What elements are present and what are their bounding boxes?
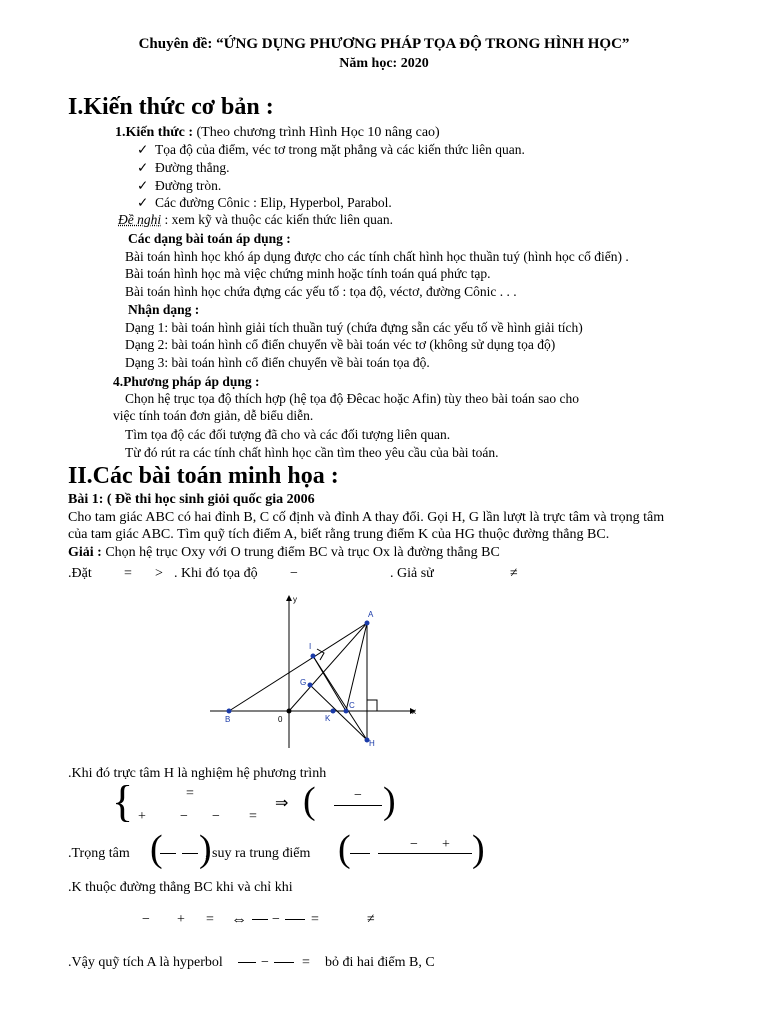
types-item: Bài toán hình học mà việc chứng minh hoặc tính toán quá phức tạp. — [125, 266, 491, 281]
check-item — [137, 141, 525, 158]
types-heading: Các dạng bài toán áp dụng : — [128, 231, 291, 246]
solution-text: Chọn hệ trục Oxy với O trung điểm BC và trục Ox là đường thẳng BC — [101, 545, 500, 560]
checkmark-icon: ✓ — [137, 195, 149, 210]
recognize-item: Dạng 3: bài toán hình cổ điển chuyển về bài toán tọa độ. — [125, 355, 430, 370]
check-item-text: Tọa độ của điểm, véc tơ trong mặt phẳng và các kiến thức liên quan. — [155, 142, 525, 157]
solution-label: Giải : — [68, 545, 102, 560]
point-k — [331, 709, 336, 714]
eq3-minus: − — [142, 912, 150, 927]
eq3-eq: = — [206, 912, 214, 927]
eq3-minus2: − — [272, 912, 280, 927]
eq2-minus: − — [410, 837, 418, 852]
paren-left: ( — [150, 828, 163, 870]
section-2-heading: II.Các bài toán minh họa : — [68, 463, 339, 489]
fraction-bar — [274, 962, 294, 963]
suggest-label: Đề nghị — [118, 212, 162, 227]
eq1-plus: + — [138, 809, 146, 824]
conclusion-eq: = — [302, 955, 310, 970]
checkmark-icon: ✓ — [137, 160, 149, 175]
iff-symbol: ⇔ — [231, 911, 247, 928]
centroid-text: .Trọng tâm — [68, 846, 130, 861]
point-b — [227, 709, 232, 714]
check-item — [137, 159, 229, 176]
implies-symbol: ⇒ — [275, 795, 289, 812]
paren-right: ) — [383, 780, 396, 822]
fraction-bar — [350, 853, 370, 854]
fraction-bar — [160, 853, 176, 854]
knowledge-label: 1.Kiến thức : — [115, 125, 194, 140]
check-item — [137, 177, 221, 194]
point-c — [344, 709, 349, 714]
point-i — [311, 654, 316, 659]
set-line-p6: . Giả sử — [390, 566, 434, 581]
recognize-item: Dạng 1: bài toán hình giải tích thuần tuý (chứa đựng sẵn các yếu tố về hình giải tích) — [125, 320, 583, 335]
label-h: H — [369, 739, 375, 748]
set-line-p3: > — [155, 566, 163, 581]
eq3-eq2: = — [311, 912, 319, 927]
point-g — [308, 683, 313, 688]
point-o — [287, 709, 292, 714]
segment-ca — [346, 623, 367, 711]
label-i: I — [309, 642, 312, 651]
label-g: G — [300, 678, 307, 687]
conclusion-minus: − — [261, 955, 269, 970]
label-a: A — [368, 610, 374, 619]
fraction-bar — [285, 919, 305, 920]
system-brace: { — [112, 777, 134, 826]
conclusion-text: .Vậy quỹ tích A là hyperbol — [68, 955, 223, 970]
label-y: y — [293, 595, 297, 604]
eq1-minus1: − — [180, 809, 188, 824]
eq2-plus: + — [442, 837, 450, 852]
set-line-p1: .Đặt — [68, 566, 92, 581]
fraction-bar — [334, 805, 382, 806]
check-item — [137, 194, 392, 211]
types-item: Bài toán hình học khó áp dụng được cho các tính chất hình học thuần tuý (hình học cổ điển) . — [125, 249, 629, 264]
eq1-eq: = — [186, 786, 194, 801]
segment-ba — [229, 623, 367, 711]
method-line: Tìm tọa độ các đối tượng đã cho và các đối tượng liên quan. — [125, 427, 451, 442]
label-x: x — [412, 707, 416, 716]
types-item: Bài toán hình học chứa đựng các yếu tố : tọa độ, véctơ, đường Cônic . . . — [125, 284, 517, 299]
paren-right: ) — [472, 828, 485, 870]
problem-line: Cho tam giác ABC có hai đỉnh B, C cố định và đỉnh A thay đổi. Gọi H, G lần lượt là trực tâm và trọng tâm — [68, 510, 665, 525]
check-item-text: Các đường Cônic : Elip, Hyperbol, Parabol. — [155, 195, 392, 210]
suggest-text: : xem kỹ và thuộc các kiến thức liên quan. — [161, 212, 393, 227]
median-oa — [289, 623, 367, 711]
problem-title: Bài 1: ( Đề thi học sinh giỏi quốc gia 2006 — [68, 492, 315, 507]
midpoint-text: , suy ra trung điểm — [205, 846, 311, 861]
eq1-minus3: − — [354, 788, 362, 803]
label-b: B — [225, 715, 231, 724]
set-line-p5: − — [290, 566, 298, 581]
check-item-text: Đường thẳng. — [155, 160, 230, 175]
knowledge-note: (Theo chương trình Hình Học 10 nâng cao) — [193, 125, 440, 140]
document-title: Chuyên đề: “ỨNG DỤNG PHƯƠNG PHÁP TỌA ĐỘ TRONG HÌNH HỌC” — [138, 36, 630, 52]
label-c: C — [349, 701, 355, 710]
set-line-p4: . Khi đó tọa độ — [174, 566, 258, 581]
checkmark-icon: ✓ — [137, 178, 149, 193]
method-line: Từ đó rút ra các tính chất hình học cần tìm theo yêu cầu của bài toán. — [125, 445, 499, 460]
right-angle-mark — [367, 700, 377, 711]
method-line: việc tính toán đơn giản, dễ biểu diễn. — [113, 408, 314, 423]
recognize-heading: Nhận dạng : — [128, 302, 200, 317]
recognize-item: Dạng 2: bài toán hình cổ điển chuyển về bài toán véc tơ (không sử dụng tọa độ) — [125, 337, 556, 352]
paren-left: ( — [303, 780, 316, 822]
problem-line: của tam giác ABC. Tìm quỹ tích điểm A, biết rằng trung điểm K của HG thuộc đường thẳng BC. — [68, 527, 610, 542]
k-condition-text: .K thuộc đường thẳng BC khi và chỉ khi — [68, 880, 293, 895]
label-o: 0 — [278, 715, 283, 724]
paren-right: ) — [199, 828, 212, 870]
eq1-eq2: = — [249, 809, 257, 824]
triangle-figure — [205, 590, 425, 750]
fraction-bar — [238, 962, 256, 963]
method-line: Chọn hệ trục tọa độ thích hợp (hệ tọa độ Đêcac hoặc Afin) tùy theo bài toán sao cho — [125, 391, 580, 406]
segment-ic — [313, 656, 346, 711]
method-heading: 4.Phương pháp áp dụng : — [113, 374, 260, 389]
check-item-text: Đường tròn. — [155, 178, 222, 193]
set-line-p7: ≠ — [510, 566, 518, 581]
set-line-p2: = — [124, 566, 132, 581]
fraction-bar — [378, 853, 472, 854]
label-k: K — [325, 714, 331, 723]
fraction-bar — [182, 853, 198, 854]
fraction-bar — [252, 919, 268, 920]
eq3-neq: ≠ — [367, 912, 375, 927]
orthocenter-text: .Khi đó trực tâm H là nghiệm hệ phương trình — [68, 766, 327, 781]
section-1-heading: I.Kiến thức cơ bản : — [68, 94, 274, 120]
eq3-plus: + — [177, 912, 185, 927]
point-a — [365, 621, 370, 626]
school-year: Năm học: 2020 — [339, 56, 429, 71]
solution-line — [68, 544, 500, 561]
eq1-minus2: − — [212, 809, 220, 824]
knowledge-line — [115, 124, 440, 141]
suggest-line — [118, 211, 393, 228]
segment-gh — [310, 685, 367, 740]
paren-left: ( — [338, 828, 351, 870]
checkmark-icon: ✓ — [137, 142, 149, 157]
conclusion-tail: bỏ đi hai điểm B, C — [325, 955, 435, 970]
